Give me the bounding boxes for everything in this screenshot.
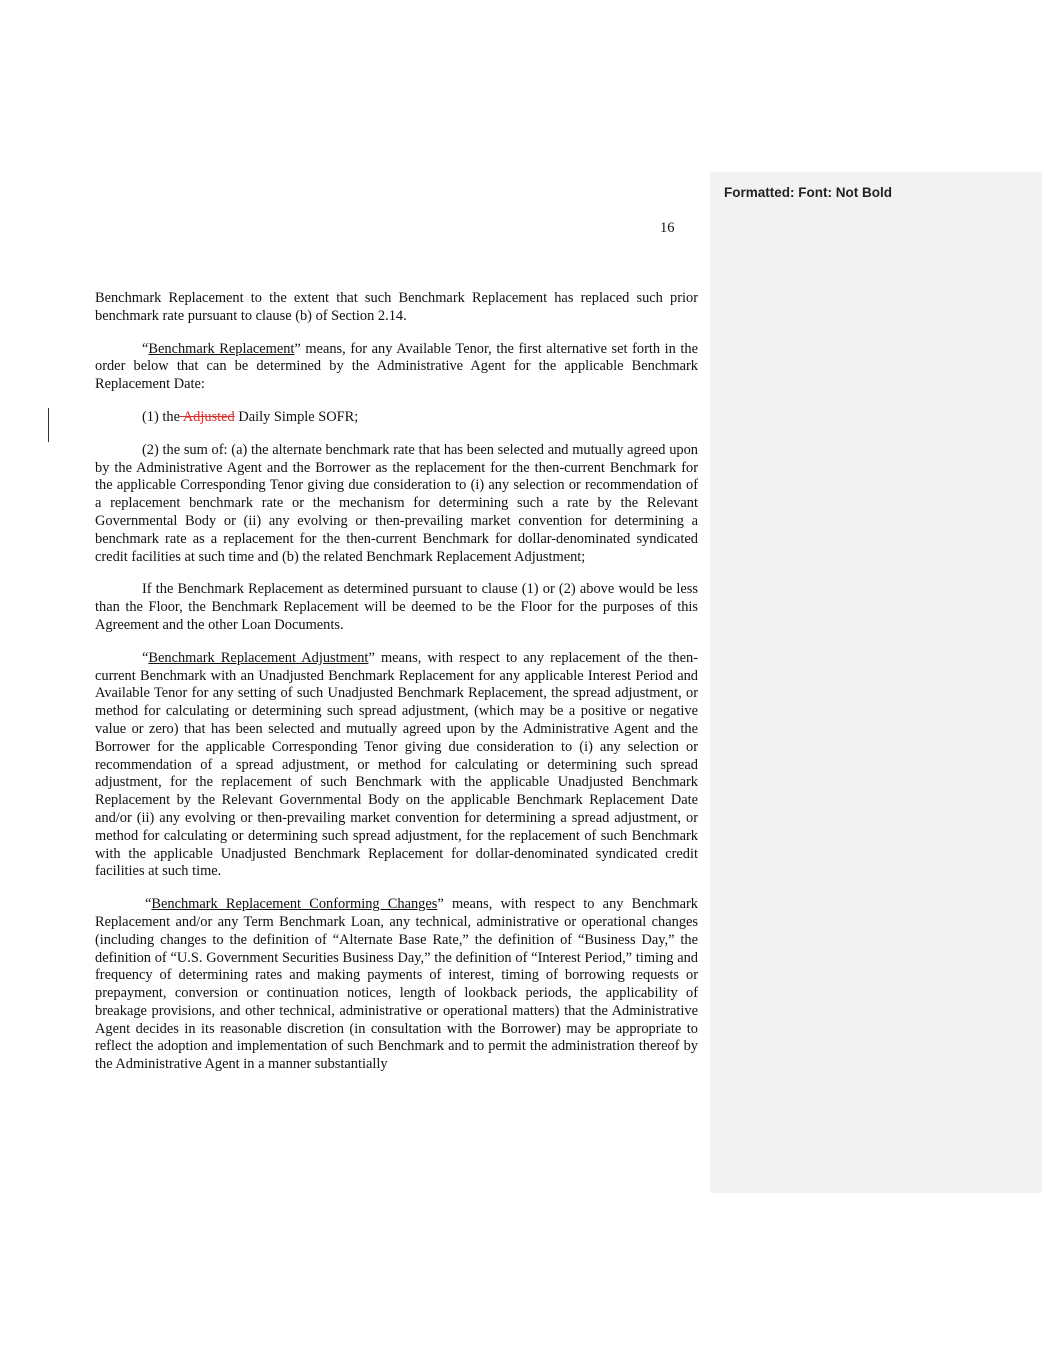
- defined-term: Benchmark Replacement Adjustment: [148, 649, 369, 666]
- clause-1: [95, 409, 698, 427]
- definition-text: ” means, with respect to any Benchmark Replacement and/or any Term Benchmark Loan, any technical, administrative or operational changes (including changes to the definition of “Alternate Base Rate,” the definition of “Business Day,” the definition of “U.S. Government Securities Business Day,” the definition of “Interest Period,” timing and frequency of determining rates and making payments of interest, timing of borrowing requests or prepayment, conversion or continuation notices, length of lookback periods, the applicability of breakage provisions, and other technical, administrative or operational matters) that the Administrative Agent decides in its reasonable discretion (in consultation with the Borrower) may be appropriate to reflect the adoption and implementation of such Benchmark and to permit the administration thereof by the Administrative Agent in a manner substantially: [95, 896, 698, 1073]
- definition-benchmark-replacement-conforming-changes: [95, 896, 698, 1074]
- definition-benchmark-replacement-adjustment: [95, 650, 698, 881]
- comment-balloon[interactable]: Formatted: Font: Not Bold: [724, 185, 892, 200]
- comments-pane: [710, 172, 1042, 1193]
- defined-term: Benchmark Replacement: [148, 340, 295, 357]
- page-number: 16: [660, 220, 675, 236]
- paragraph-continuation: Benchmark Replacement to the extent that such Benchmark Replacement has replaced such prior benchmark rate pursuant to clause (b) of Section 2.14.: [95, 290, 698, 324]
- revision-change-bar: [48, 408, 49, 442]
- clause-2: (2) the sum of: (a) the alternate benchmark rate that has been selected and mutually agreed upon by the Administrative Agent and the Borrower as the replacement for the then-current Benchmark for the applicable Corresponding Tenor giving due consideration to (i) any selection or recommendation of a replacement benchmark rate or the mechanism for determining such a rate by the Relevant Governmental Body or (ii) any evolving or then-prevailing market convention for determining a benchmark rate as a replacement for the then-current Benchmark for dollar-denominated syndicated credit facilities at such time and (b) the related Benchmark Replacement Adjustment;: [95, 441, 698, 565]
- definition-text: ” means, for any Available Tenor, the first alternative set forth in the order below that can be determined by the Administrative Agent for the applicable Benchmark Replacement Date:: [95, 340, 699, 393]
- open-quote: “: [145, 896, 152, 913]
- document-body: [95, 290, 698, 1089]
- clause-text-before: (1) the: [142, 408, 180, 425]
- deleted-text: Adjusted: [179, 408, 235, 425]
- floor-paragraph: If the Benchmark Replacement as determined pursuant to clause (1) or (2) above would be less than the Floor, the Benchmark Replacement will be deemed to be the Floor for the purposes of this Agreement and the other Loan Documents.: [95, 581, 698, 633]
- definition-benchmark-replacement: [95, 341, 698, 394]
- defined-term: Benchmark Replacement Conforming Changes: [151, 896, 438, 913]
- open-quote: “: [142, 340, 149, 357]
- definition-text: ” means, with respect to any replacement of the then-current Benchmark with an Unadjusted Benchmark Replacement for any applicable Interest Period and Available Tenor for any setting of such Unadjusted Benchmark Replacement, the spread adjustment, or method for calculating or determining such spread adjustment, (which may be a positive or negative value or zero) that has been selected and mutually agreed upon by the Administrative Agent and the Borrower for the applicable Corresponding Tenor giving due consideration to (i) any selection or recommendation of a spread adjustment, or method for calculating or determining such spread adjustment, for the replacement of such Benchmark with the applicable Unadjusted Benchmark Replacement by the Relevant Governmental Body on the applicable Benchmark Replacement Date and/or (ii) any evolving or then-prevailing market convention for determining a spread adjustment, or method for calculating or determining such spread adjustment, for the replacement of such Benchmark with the applicable Unadjusted Benchmark Replacement for dollar-denominated syndicated credit facilities at such time.: [95, 649, 698, 880]
- clause-text-after: Daily Simple SOFR;: [234, 408, 359, 425]
- open-quote: “: [142, 649, 149, 666]
